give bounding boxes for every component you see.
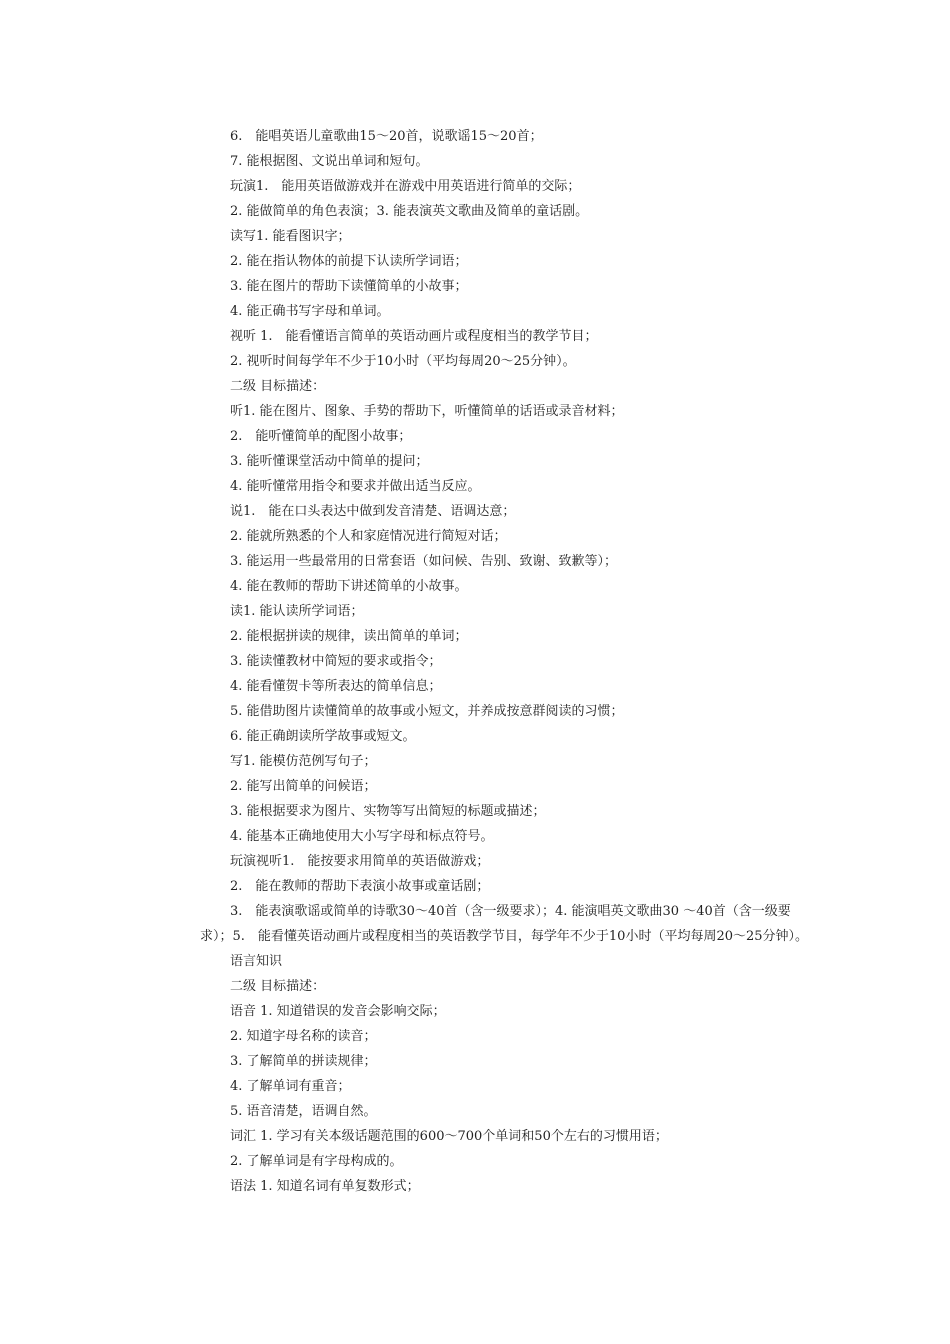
text-line: 3. 能在图片的帮助下读懂简单的小故事； [230,279,468,294]
text-line: 7. 能根据图、文说出单词和短句。 [230,154,429,169]
text-line: 2. 知道字母名称的读音； [230,1029,377,1044]
text-line: 听1. 能在图片、图象、手势的帮助下，听懂简单的话语或录音材料； [230,404,624,419]
text-line: 4. 能正确书写字母和单词。 [230,304,390,319]
text-line: 说1. 能在口头表达中做到发音清楚、语调达意； [230,504,516,519]
text-line: 语音 1. 知道错误的发音会影响交际； [230,1004,446,1019]
text-line: 2. 能在教师的帮助下表演小故事或童话剧； [230,879,490,894]
text-line: 4. 了解单词有重音； [230,1079,351,1094]
text-line: 语法 1. 知道名词有单复数形式； [230,1179,420,1194]
text-line: 玩演1. 能用英语做游戏并在游戏中用英语进行简单的交际； [230,179,581,194]
text-line: 2. 能写出简单的问候语； [230,779,377,794]
text-line: 4. 能基本正确地使用大小写字母和标点符号。 [230,829,494,844]
text-line: 2. 能在指认物体的前提下认读所学词语； [230,254,468,269]
text-line: 2. 能听懂简单的配图小故事； [230,429,412,444]
text-line: 2. 能根据拼读的规律，读出简单的单词； [230,629,468,644]
text-line: 5. 语音清楚，语调自然。 [230,1104,377,1119]
text-line: 3. 能根据要求为图片、实物等写出简短的标题或描述； [230,804,546,819]
text-line: 2. 能就所熟悉的个人和家庭情况进行简短对话； [230,529,507,544]
text-line: 4. 能在教师的帮助下讲述简单的小故事。 [230,579,468,594]
text-line: 4. 能看懂贺卡等所表达的简单信息； [230,679,442,694]
text-line: 读写1. 能看图识字； [230,229,351,244]
document-body [200,124,812,1199]
text-line: 5. 能借助图片读懂简单的故事或小短文，并养成按意群阅读的习惯； [230,704,624,719]
text-line: 词汇 1. 学习有关本级话题范围的600～700个单词和50个左右的习惯用语； [230,1129,668,1144]
text-line: 写1. 能模仿范例写句子； [230,754,377,769]
text-line: 视听 1. 能看懂语言简单的英语动画片或程度相当的教学节目； [230,329,598,344]
section-heading: 二级 目标描述： [230,379,326,394]
text-line: 3. 能听懂课堂活动中简单的提问； [230,454,429,469]
text-line: 2. 能做简单的角色表演；3. 能表演英文歌曲及简单的童话剧。 [230,204,589,219]
text-line: 3. 了解简单的拼读规律； [230,1054,377,1069]
section-heading: 二级 目标描述： [230,979,326,994]
text-line: 3. 能读懂教材中简短的要求或指令； [230,654,442,669]
wrapped-paragraph: 3. 能表演歌谣或简单的诗歌30～40首（含一级要求）；4. 能演唱英文歌曲30 ～40首（含一级要求）；5. 能看懂英语动画片或程度相当的英语教学节目，每学年不少于10小时（平均每周20～25分钟）。 [200,904,809,944]
text-line: 玩演视听1. 能按要求用简单的英语做游戏； [230,854,490,869]
text-line: 2. 了解单词是有字母构成的。 [230,1154,403,1169]
section-heading: 语言知识 [230,954,283,969]
text-line: 读1. 能认读所学词语； [230,604,364,619]
text-line: 3. 能运用一些最常用的日常套语（如问候、告别、致谢、致歉等）； [230,554,618,569]
text-line: 4. 能听懂常用指令和要求并做出适当反应。 [230,479,481,494]
text-line: 6. 能唱英语儿童歌曲15～20首，说歌谣15～20首； [230,129,543,144]
text-line: 6. 能正确朗读所学故事或短文。 [230,729,416,744]
text-line: 2. 视听时间每学年不少于10小时（平均每周20～25分钟）。 [230,354,576,369]
